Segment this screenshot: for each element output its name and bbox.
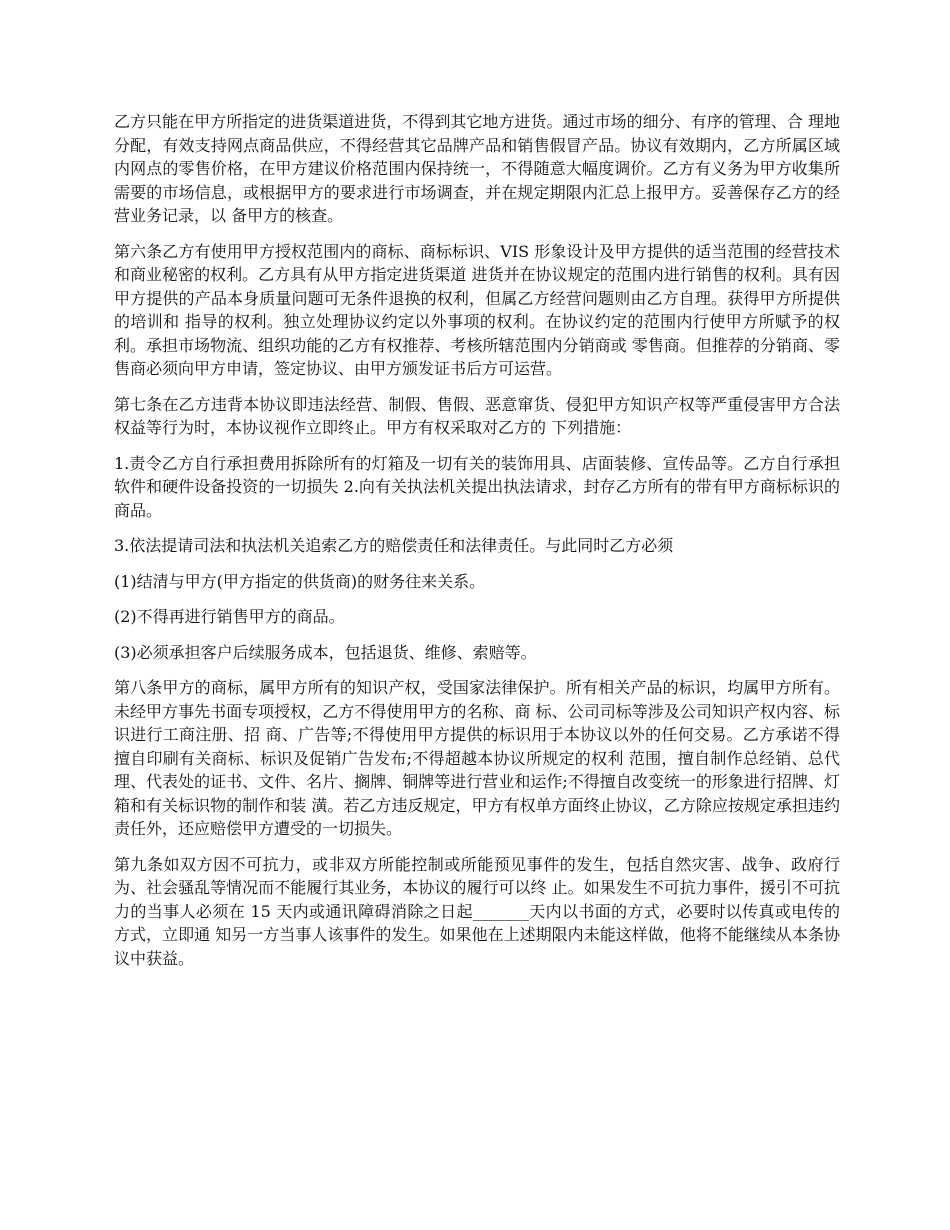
document-page: [114, 110, 840, 982]
paragraph-article-9: 第九条如双方因不可抗力，或非双方所能控制或所能预见事件的发生，包括自然灾害、战争、政府行为、社会骚乱等情况而不能履行其业务，本协议的履行可以终 止。如果发生不可抗力事件，援引不可抗力的当事人必须在 15 天内或通讯障碍消除之日起_______天内以书面的方式，必要时以传真或电传的方式，立即通 知另一方当事人该事件的发生。如果他在上述期限内未能这样做，他将不能继续从本条协议中获益。: [114, 854, 840, 968]
paragraph-measure-3: 3.依法提请司法和执法机关追索乙方的赔偿责任和法律责任。与此同时乙方必须: [114, 536, 674, 555]
paragraph-article-6: 第六条乙方有使用甲方授权范围内的商标、商标标识、VIS 形象设计及甲方提供的适当范围的经营技术和商业秘密的权利。乙方具有从甲方指定进货渠道 进货并在协议规定的范围内进行销售的权利。具有因甲方提供的产品本身质量问题可无条件退换的权利，但属乙方经营问题则由乙方自理。获得甲方所提供的培训和 指导的权利。独立处理协议约定以外事项的权利。在协议约定的范围内行使甲方所赋予的权利。承担市场物流、组织功能的乙方有权推荐、考核所辖范围内分销商或 零售商。但推荐的分销商、零售商必须向甲方申请，签定协议、由甲方颁发证书后方可运营。: [114, 241, 840, 378]
paragraph-supply-channel: 乙方只能在甲方所指定的进货渠道进货，不得到其它地方进货。通过市场的细分、有序的管理、合 理地分配，有效支持网点商品供应，不得经营其它品牌产品和销售假冒产品。协议有效期内，乙方所属区域内网点的零售价格，在甲方建议价格范围内保持统一，不得随意大幅度调价。乙方有义务为甲方收集所需要的市场信息，或根据甲方的要求进行市场调查，并在规定期限内汇总上报甲方。妥善保存乙方的经营业务记录，以 备甲方的核查。: [114, 112, 840, 225]
paragraph-measure-1-2: 1.责令乙方自行承担费用拆除所有的灯箱及一切有关的装饰用具、店面装修、宣传品等。乙方自行承担软件和硬件设备投资的一切损失 2.向有关执法机关提出执法请求，封存乙方所有的带有甲方商标标识的商品。: [114, 453, 840, 520]
paragraph-article-7: 第七条在乙方违背本协议即违法经营、制假、售假、恶意窜货、侵犯甲方知识产权等严重侵害甲方合法权益等行为时，本协议视作立即终止。甲方有权采取对乙方的 下列措施：: [114, 394, 840, 437]
paragraph-item-1: (1)结清与甲方(甲方指定的供货商)的财务往来关系。: [114, 571, 486, 591]
paragraph-article-8: 第八条甲方的商标，属甲方所有的知识产权，受国家法律保护。所有相关产品的标识，均属甲方所有。未经甲方事先书面专项授权，乙方不得使用甲方的名称、商 标、公司司标等涉及公司知识产权内容、标识进行工商注册、招 商、广告等;不得使用甲方提供的标识用于本协议以外的任何交易。乙方承诺不得擅自印刷有关商标、标识及促销广告发布;不得超越本协议所规定的权利 范围，擅自制作总经销、总代理、代表处的证书、文件、名片、搁牌、铜牌等进行营业和运作;不得擅自改变统一的形象进行招牌、灯箱和有关标识物的制作和装 潢。若乙方违反规定，甲方有权单方面终止协议，乙方除应按规定承担违约责任外，还应赔偿甲方遭受的一切损失。: [114, 678, 840, 838]
paragraph-item-2: (2)不得再进行销售甲方的商品。: [114, 607, 345, 626]
paragraph-item-3: (3)必须承担客户后续服务成本，包括退货、维修、索赔等。: [114, 642, 537, 662]
